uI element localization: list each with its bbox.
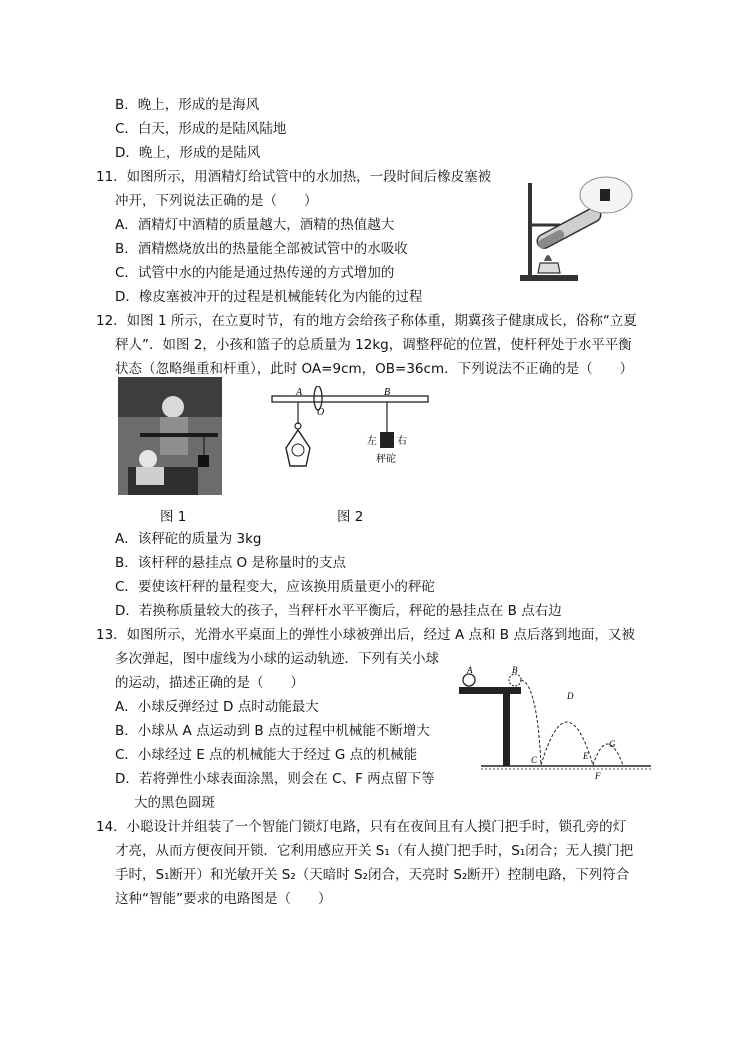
fig2-label-weight: 秤砣 [376, 454, 396, 465]
q14-stem-line3: 手时，S₁断开）和光敏开关 S₂（天暗时 S₂闭合，天亮时 S₂断开）控制电路，下列符合 [115, 867, 630, 883]
q12-stem-line3: 状态（忽略绳重和杆重），此时 OA=9cm，OB=36cm．下列说法不正确的是（ ） [115, 361, 634, 377]
q11-option-c: C．试管中水的内能是通过热传递的方式增加的 [115, 265, 395, 281]
q13-stem-line1: 13．如图所示，光滑水平桌面上的弹性小球被弹出后，经过 A 点和 B 点后落到地面，又被 [96, 627, 635, 643]
q11-test-tube-figure [518, 165, 638, 285]
q12-option-a: A．该秤砣的质量为 3kg [115, 531, 262, 547]
fig2-label-a: A [296, 387, 303, 398]
fig13-label-d: D [567, 691, 574, 701]
q12-figure2-caption: 图 2 [337, 509, 364, 525]
q12-option-c: C．要使该杆秤的量程变大，应该换用质量更小的秤砣 [115, 579, 435, 595]
fig13-label-c: C [531, 755, 538, 765]
q10-option-c: C．白天，形成的是陆风陆地 [115, 121, 287, 137]
q13-option-b: B．小球从 A 点运动到 B 点的过程中机械能不断增大 [115, 723, 430, 739]
q12-option-b: B．该杆秤的悬挂点 O 是称量时的支点 [115, 555, 346, 571]
q12-figure1-caption: 图 1 [160, 509, 187, 525]
fig13-label-g: G [609, 739, 616, 749]
q11-option-a: A．酒精灯中酒精的质量越大，酒精的热值越大 [115, 217, 395, 233]
q13-option-a: A．小球反弹经过 D 点时动能最大 [115, 699, 319, 715]
fig2-label-left: 左 [367, 436, 377, 447]
q13-stem-line3: 的运动，描述正确的是（ ） [115, 675, 304, 691]
q13-option-d-line1: D．若将弹性小球表面涂黑，则会在 C、F 两点留下等 [115, 771, 435, 787]
q14-stem-line1: 14．小聪设计并组装了一个智能门锁灯电路，只有在夜间且有人摸门把手时，锁孔旁的灯 [96, 819, 627, 835]
q13-option-d-line2: 大的黑色圆斑 [134, 795, 215, 811]
q12-option-d: D．若换称质量较大的孩子，当秤杆水平平衡后，秤砣的悬挂点在 B 点右边 [115, 603, 562, 619]
q11-option-b: B．酒精燃烧放出的热量能全部被试管中的水吸收 [115, 241, 408, 257]
q12-stem-line1: 12．如图 1 所示，在立夏时节，有的地方会给孩子称体重，期冀孩子健康成长，俗称“立夏 [96, 313, 637, 329]
q13-option-c: C．小球经过 E 点的机械能大于经过 G 点的机械能 [115, 747, 418, 763]
fig13-label-f: F [595, 771, 601, 781]
fig13-label-b: B [512, 665, 518, 675]
q13-stem-line2: 多次弹起，图中虚线为小球的运动轨迹．下列有关小球 [115, 651, 439, 667]
q11-stem-line2: 冲开，下列说法正确的是（ ） [115, 193, 318, 209]
fig2-label-right: 右 [397, 436, 407, 447]
q10-option-b: B．晚上，形成的是海风 [115, 97, 260, 113]
fig2-label-o: O [317, 407, 325, 418]
q10-option-d: D．晚上，形成的是陆风 [115, 145, 261, 161]
q14-stem-line2: 才亮，从而方便夜间开锁．它利用感应开关 S₁（有人摸门把手时，S₁闭合；无人摸门把 [115, 843, 634, 859]
q14-stem-line4: 这种“智能”要求的电路图是（ ） [115, 891, 332, 907]
q12-figure2-steelyard [270, 386, 430, 496]
fig13-label-a: A [467, 665, 473, 675]
q11-option-d: D．橡皮塞被冲开的过程是机械能转化为内能的过程 [115, 289, 423, 305]
q13-bouncing-ball-figure [455, 665, 655, 785]
q12-figure1-photo [118, 377, 222, 495]
q12-stem-line2: 秤人”．如图 2，小孩和篮子的总质量为 12kg，调整秤砣的位置，使杆秤处于水平平衡 [115, 337, 632, 353]
fig2-label-b: B [384, 387, 391, 398]
q11-stem-line1: 11．如图所示，用酒精灯给试管中的水加热，一段时间后橡皮塞被 [96, 169, 492, 185]
fig13-label-e: E [583, 751, 589, 761]
